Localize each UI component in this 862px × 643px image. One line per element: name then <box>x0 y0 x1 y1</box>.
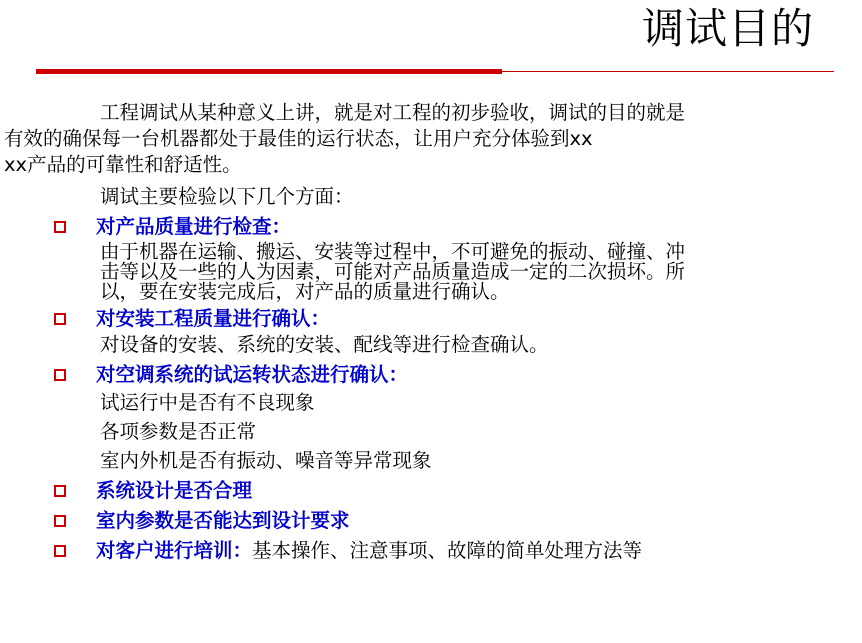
hollow-square-icon <box>54 369 66 381</box>
item-detail <box>52 242 828 302</box>
item-detail-line: 由于机器在运输、搬运、安装等过程中，不可避免的振动、碰撞、冲 <box>100 240 686 263</box>
intro-line: 工程调试从某种意义上讲，就是对工程的初步验收，调试的目的就是 <box>100 101 686 124</box>
hollow-square-icon <box>54 485 66 497</box>
hollow-square-icon <box>54 313 66 325</box>
title-divider-bar <box>36 69 502 74</box>
list-item <box>52 362 828 388</box>
hollow-square-icon <box>54 515 66 527</box>
intro-line: xx产品的可靠性和舒适性。 <box>4 153 242 176</box>
intro-paragraph <box>4 100 828 178</box>
item-detail: 对设备的安装、系统的安装、配线等进行检查确认。 <box>100 333 549 356</box>
hollow-square-icon <box>54 545 66 557</box>
item-heading: 室内参数是否能达到设计要求 <box>96 509 350 532</box>
item-heading: 对空调系统的试运转状态进行确认： <box>96 363 409 386</box>
slide-title: 调试目的 <box>641 4 814 53</box>
item-heading: 对安装工程质量进行确认： <box>96 307 331 330</box>
hollow-square-icon <box>54 221 66 233</box>
list-item <box>52 538 828 564</box>
list-item <box>52 508 828 534</box>
item-detail: 各项参数是否正常 <box>100 420 257 443</box>
item-detail: 试运行中是否有不良现象 <box>100 391 315 414</box>
item-heading: 对产品质量进行检查： <box>96 215 292 238</box>
list-item <box>52 306 828 332</box>
list-item <box>52 478 828 504</box>
item-heading: 系统设计是否合理 <box>96 479 253 502</box>
sub-intro: 调试主要检验以下几个方面： <box>100 185 354 208</box>
slide-body <box>4 100 828 564</box>
item-detail-line: 以，要在安装完成后，对产品的质量进行确认。 <box>100 280 510 303</box>
item-tail-text: 基本操作、注意事项、故障的简单处理方法等 <box>252 539 643 562</box>
item-heading: 对客户进行培训： <box>96 539 253 562</box>
intro-line: 有效的确保每一台机器都处于最佳的运行状态，让用户充分体验到xx <box>4 127 593 150</box>
item-detail: 室内外机是否有振动、噪音等异常现象 <box>100 449 432 472</box>
list-item <box>52 214 828 240</box>
item-detail-line: 击等以及一些的人为因素，可能对产品质量造成一定的二次损坏。所 <box>100 260 686 283</box>
